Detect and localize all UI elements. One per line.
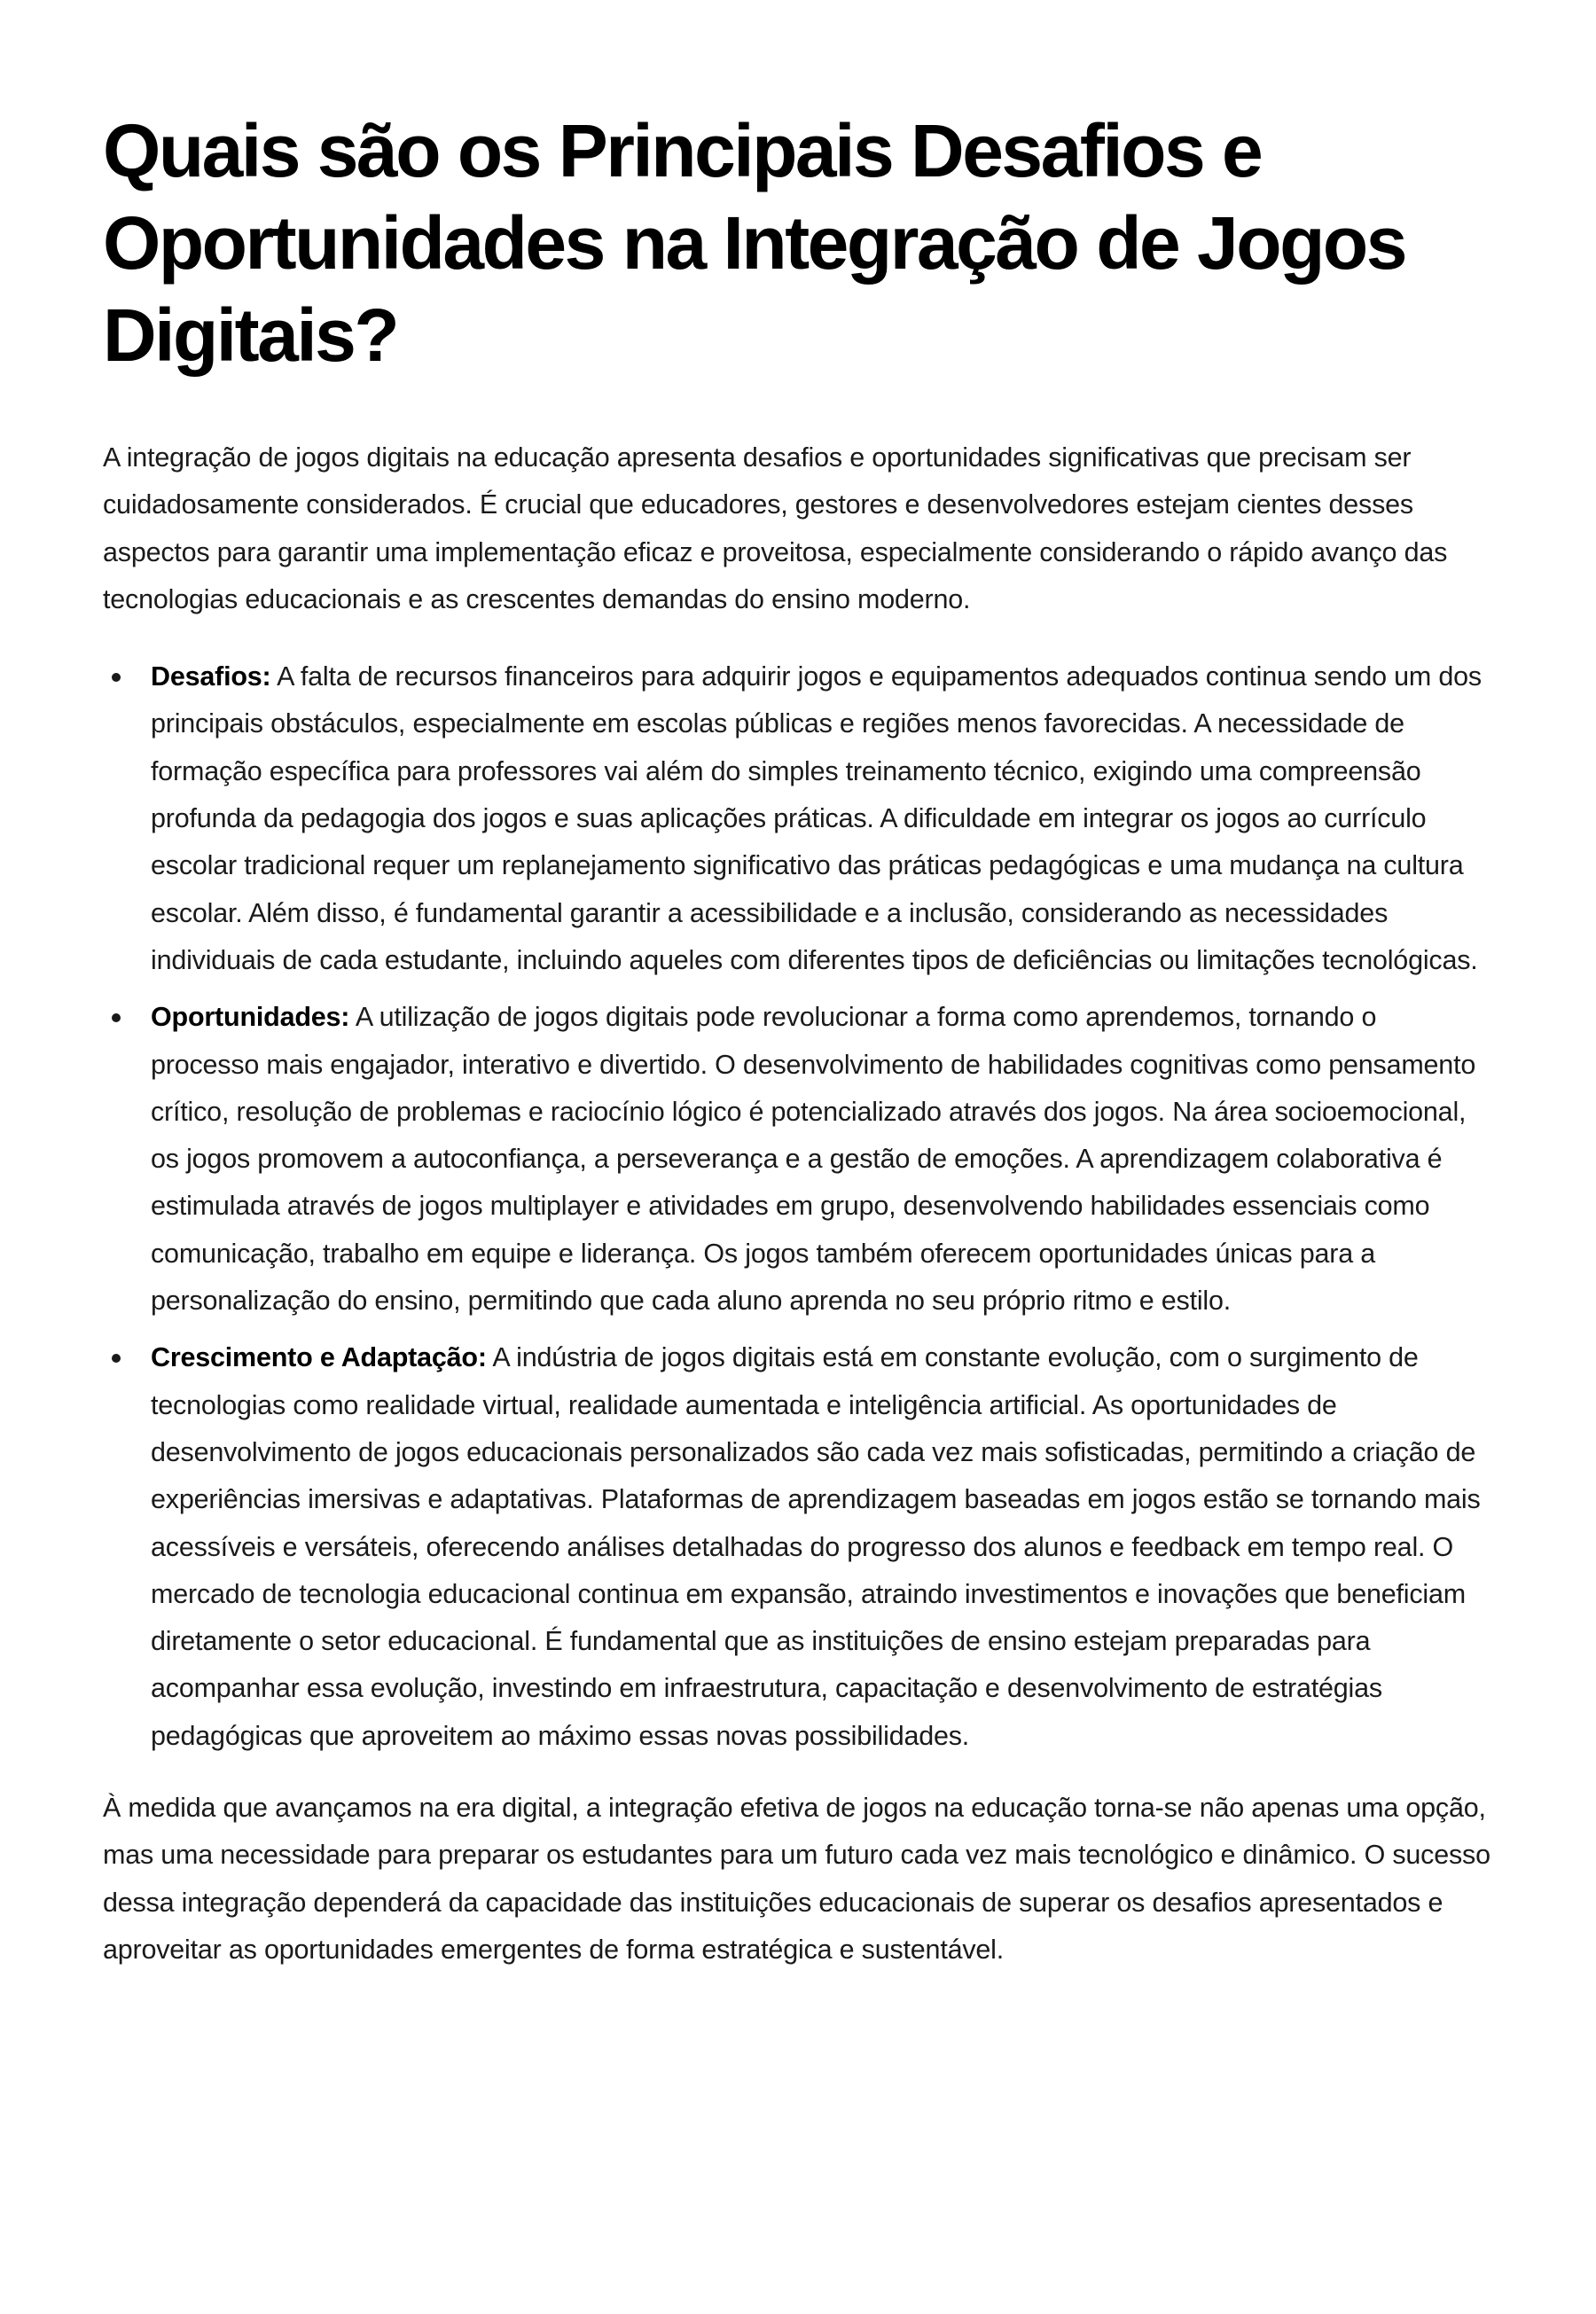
bullet-icon — [112, 673, 121, 682]
list-item-oportunidades — [151, 994, 1491, 1325]
list-item-text: A utilização de jogos digitais pode revolucionar a forma como aprendemos, tornando o processo mais engajador, interativo e divertido. O desenvolvimento de habilidades cognitivas como pensamento crítico, resolução de problemas e raciocínio lógico é potencializado através dos jogos. Na área socioemocional, os jogos promovem a autoconfiança, a perseverança e a gestão de emoções. A aprendizagem colaborativa é estimulada através de jogos multiplayer e atividades em grupo, desenvolvendo habilidades essenciais como comunicação, trabalho em equipe e liderança. Os jogos também oferecem oportunidades únicas para a personalização do ensino, permitindo que cada aluno aprenda no seu próprio ritmo e estilo. — [151, 1002, 1476, 1317]
list-item-label: Desafios: — [151, 661, 271, 692]
closing-paragraph: À medida que avançamos na era digital, a integração efetiva de jogos na educação torna-se não apenas uma opção, mas uma necessidade para preparar os estudantes para um futuro cada vez mais tecnológico e dinâmico. O sucesso dessa integração dependerá da capacidade das instituições educacionais de superar os desafios apresentados e aproveitar as oportunidades emergentes de forma estratégica e sustentável. — [103, 1793, 1490, 1965]
article — [103, 105, 1491, 1974]
page-title: Quais são os Principais Desafios e Oportunidades na Integração de Jogos Digitais? — [103, 109, 1405, 377]
list-item-desafios — [151, 653, 1491, 984]
list-item-text: A falta de recursos financeiros para adquirir jogos e equipamentos adequados continua sendo um dos principais obstáculos, especialmente em escolas públicas e regiões menos favorecidas. A necessidade de formação específica para professores vai além do simples treinamento técnico, exigindo uma compreensão profunda da pedagogia dos jogos e suas aplicações práticas. A dificuldade em integrar os jogos ao currículo escolar tradicional requer um replanejamento significativo das práticas pedagógicas e uma mudança na cultura escolar. Além disso, é fundamental garantir a acessibilidade e a inclusão, considerando as necessidades individuais de cada estudante, incluindo aqueles com diferentes tipos de deficiências ou limitações tecnológicas. — [151, 661, 1482, 975]
list-item-label: Oportunidades: — [151, 1002, 350, 1033]
list-item-text: A indústria de jogos digitais está em constante evolução, com o surgimento de tecnologias como realidade virtual, realidade aumentada e inteligência artificial. As oportunidades de desenvolvimento de jogos educacionais personalizados são cada vez mais sofisticadas, permitindo a criação de experiências imersivas e adaptativas. Plataformas de aprendizagem baseadas em jogos estão se tornando mais acessíveis e versáteis, oferecendo análises detalhadas do progresso dos alunos e feedback em tempo real. O mercado de tecnologia educacional continua em expansão, atraindo investimentos e inovações que beneficiam diretamente o setor educacional. É fundamental que as instituições de ensino estejam preparadas para acompanhar essa evolução, investindo em infraestrutura, capacitação e desenvolvimento de estratégias pedagógicas que aproveitem ao máximo essas novas possibilidades. — [151, 1342, 1481, 1751]
topic-list — [103, 653, 1491, 1760]
bullet-icon — [112, 1013, 121, 1022]
bullet-icon — [112, 1354, 121, 1363]
intro-paragraph: A integração de jogos digitais na educação apresenta desafios e oportunidades significativas que precisam ser cuidadosamente considerados. É crucial que educadores, gestores e desenvolvedores estejam cientes desses aspectos para garantir uma implementação eficaz e proveitosa, especialmente considerando o rápido avanço das tecnologias educacionais e as crescentes demandas do ensino moderno. — [103, 442, 1448, 614]
list-item-crescimento — [151, 1334, 1491, 1760]
list-item-label: Crescimento e Adaptação: — [151, 1342, 487, 1373]
